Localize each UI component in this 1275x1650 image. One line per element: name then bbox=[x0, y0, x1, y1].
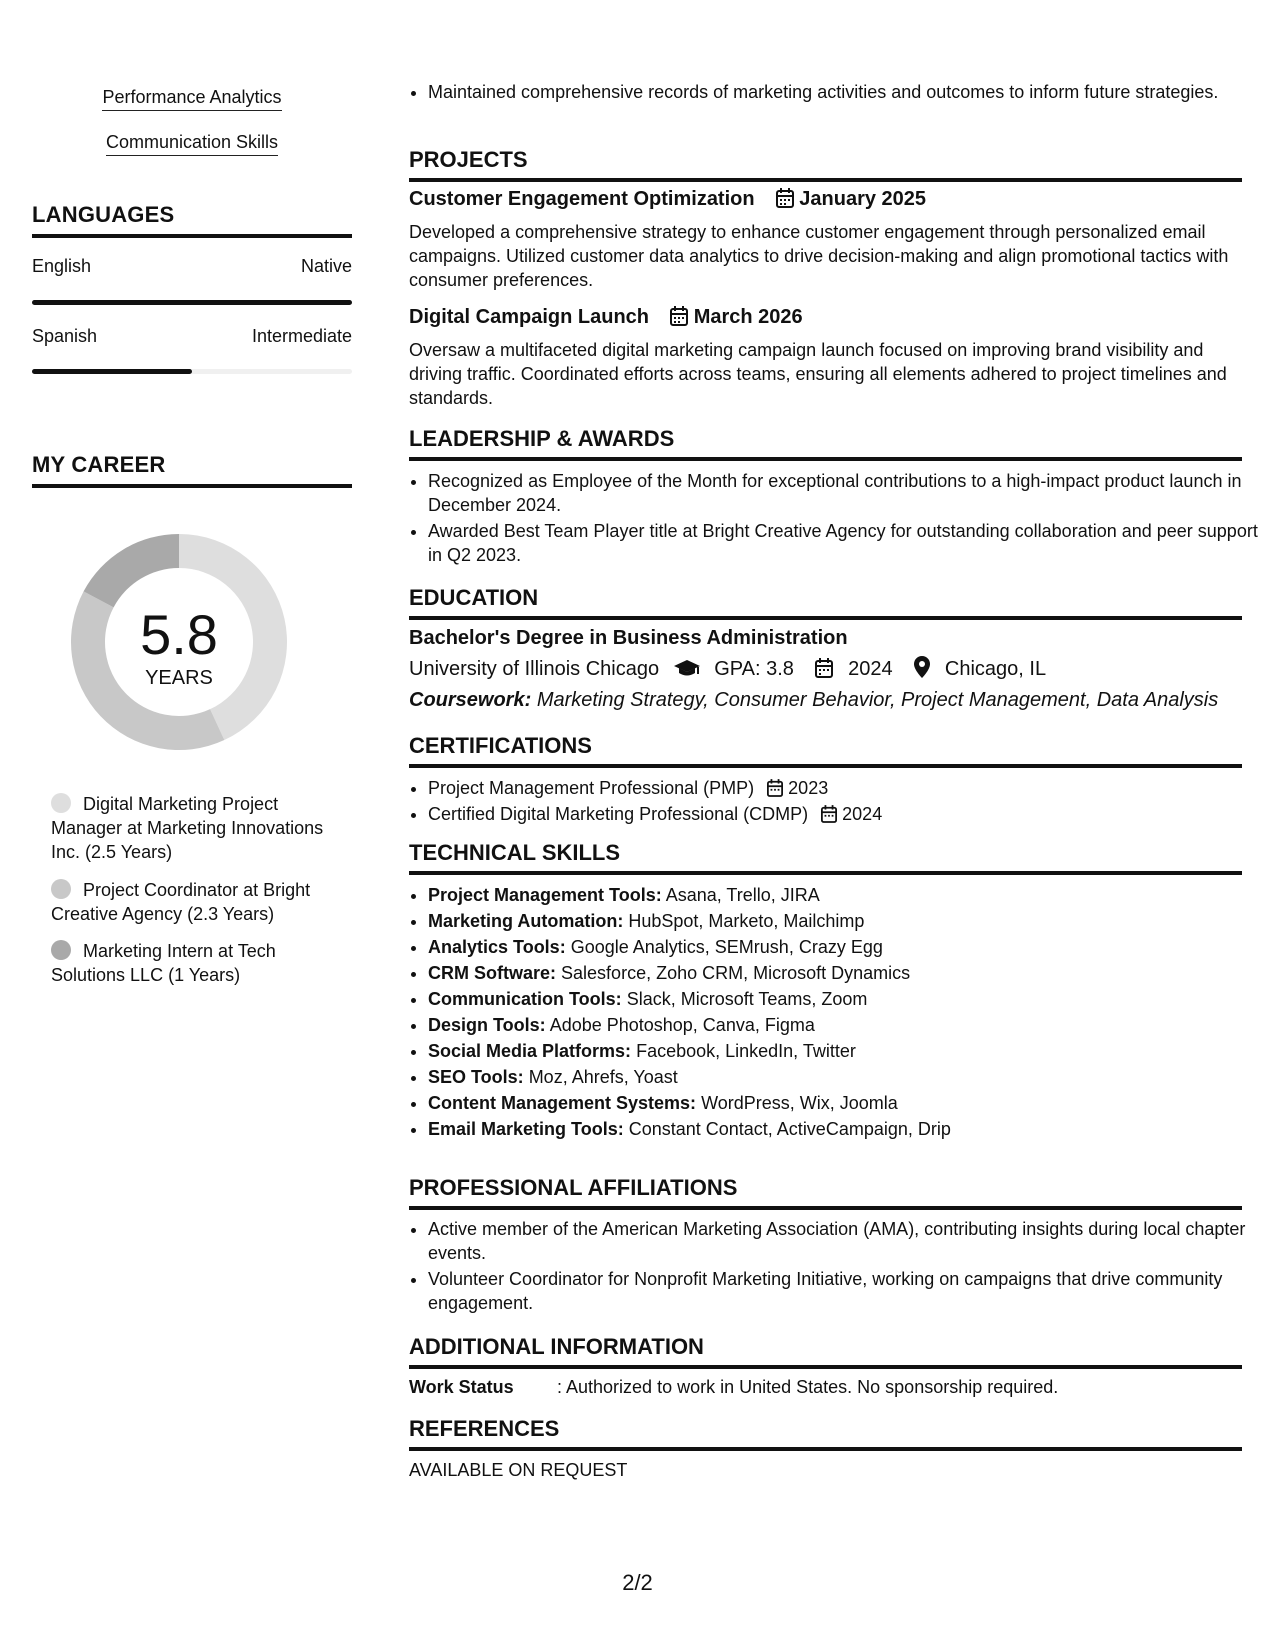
list-item: • CRM Software: Salesforce, Zoho CRM, Microsoft Dynamics bbox=[428, 961, 1261, 985]
list-item: • Marketing Automation: HubSpot, Marketo, Mailchimp bbox=[428, 909, 1261, 933]
list-item: • SEO Tools: Moz, Ahrefs, Yoast bbox=[428, 1065, 1261, 1089]
projects-title: PROJECTS bbox=[409, 147, 1242, 182]
list-item: • Content Management Systems: WordPress, Wix, Joomla bbox=[428, 1091, 1261, 1115]
calendar-icon bbox=[670, 306, 688, 326]
career-legend-item: Project Coordinator at Bright Creative Agency (2.3 Years) bbox=[51, 880, 311, 924]
language-name: Spanish bbox=[32, 326, 98, 346]
list-item: • Project Management Tools: Asana, Trello, JIRA bbox=[428, 883, 1261, 907]
education-location: Chicago, IL bbox=[944, 658, 1047, 680]
additional-info-title: ADDITIONAL INFORMATION bbox=[409, 1334, 1242, 1369]
education-gpa: GPA: 3.8 bbox=[714, 658, 794, 680]
language-name: English bbox=[32, 256, 92, 276]
career-legend-item: Digital Marketing Project Manager at Marketing Innovations Inc. (2.5 Years) bbox=[51, 794, 324, 862]
certifications-list bbox=[409, 776, 1261, 828]
language-level: Intermediate bbox=[251, 326, 352, 346]
coursework-label: Coursework: bbox=[409, 689, 532, 711]
certifications-title: CERTIFICATIONS bbox=[409, 733, 1242, 768]
legend-dot-icon bbox=[51, 879, 71, 899]
list-item: • Communication Tools: Slack, Microsoft Teams, Zoom bbox=[428, 987, 1261, 1011]
affiliations-list bbox=[409, 1217, 1261, 1317]
education-coursework bbox=[409, 689, 1218, 712]
language-level: Native bbox=[300, 256, 352, 276]
experience-bullets bbox=[409, 80, 1261, 106]
list-item: • Active member of the American Marketing Association (AMA), contributing insights during local chapter events. bbox=[428, 1217, 1261, 1265]
skill-tag: Communication Skills bbox=[32, 132, 352, 153]
coursework-value: Marketing Strategy, Consumer Behavior, Project Management, Data Analysis bbox=[536, 689, 1219, 711]
work-status-value: : Authorized to work in United States. No sponsorship required. bbox=[557, 1377, 1059, 1397]
career-title: MY CAREER bbox=[32, 452, 352, 488]
list-item: • Analytics Tools: Google Analytics, SEMrush, Crazy Egg bbox=[428, 935, 1261, 959]
calendar-icon bbox=[767, 779, 783, 797]
career-total-unit: YEARS bbox=[145, 667, 213, 689]
legend-dot-icon bbox=[51, 793, 71, 813]
list-item: • Volunteer Coordinator for Nonprofit Marketing Initiative, working on campaigns that drive community engagement. bbox=[428, 1267, 1261, 1315]
career-donut-chart bbox=[66, 529, 292, 755]
languages-title: LANGUAGES bbox=[32, 202, 352, 238]
education-details bbox=[409, 656, 1046, 681]
references-text: AVAILABLE ON REQUEST bbox=[409, 1460, 628, 1480]
language-proficiency-bar bbox=[32, 300, 352, 305]
career-legend-item: Marketing Intern at Tech Solutions LLC (1 Years) bbox=[51, 941, 276, 985]
technical-skills-title: TECHNICAL SKILLS bbox=[409, 840, 1242, 875]
project-heading bbox=[409, 306, 803, 329]
project-description: Developed a comprehensive strategy to enhance customer engagement through personalized email campaigns. Utilized customer data analytics to drive decision-making and align promotional tactics with consumer preferences. bbox=[409, 222, 1229, 290]
education-title: EDUCATION bbox=[409, 585, 1242, 620]
language-proficiency-bar bbox=[32, 369, 352, 374]
list-item: • Email Marketing Tools: Constant Contact, ActiveCampaign, Drip bbox=[428, 1117, 1261, 1141]
skill-tag: Performance Analytics bbox=[32, 87, 352, 108]
list-item: • Project Management Professional (PMP) 2023 bbox=[428, 776, 1261, 800]
references-title: REFERENCES bbox=[409, 1416, 1242, 1451]
list-item: • Certified Digital Marketing Professional (CDMP) 2024 bbox=[428, 802, 1261, 826]
work-status-row bbox=[409, 1377, 1058, 1398]
list-item: • Recognized as Employee of the Month for exceptional contributions to a high-impact product launch in December 2024. bbox=[428, 469, 1261, 517]
donut-segment bbox=[84, 534, 179, 607]
list-item: • Design Tools: Adobe Photoshop, Canva, Figma bbox=[428, 1013, 1261, 1037]
education-year: 2024 bbox=[848, 658, 893, 680]
affiliations-title: PROFESSIONAL AFFILIATIONS bbox=[409, 1175, 1242, 1210]
project-name: Customer Engagement Optimization bbox=[409, 188, 755, 210]
location-pin-icon bbox=[914, 656, 930, 678]
project-name: Digital Campaign Launch bbox=[409, 306, 650, 328]
calendar-icon bbox=[776, 188, 794, 208]
project-date: March 2026 bbox=[693, 306, 803, 328]
language-proficiency-fill bbox=[32, 369, 192, 374]
list-item: • Awarded Best Team Player title at Bright Creative Agency for outstanding collaboration and peer support in Q2 2023. bbox=[428, 519, 1261, 567]
list-item: • Social Media Platforms: Facebook, LinkedIn, Twitter bbox=[428, 1039, 1261, 1063]
education-school: University of Illinois Chicago bbox=[409, 658, 660, 680]
career-total-value: 5.8 bbox=[140, 603, 218, 666]
project-description: Oversaw a multifaceted digital marketing campaign launch focused on improving brand visibility and driving traffic. Coordinated efforts across teams, ensuring all elements adhered to project timelines and standards. bbox=[409, 340, 1227, 408]
calendar-icon bbox=[815, 658, 833, 678]
project-heading bbox=[409, 188, 926, 211]
technical-skills-list bbox=[409, 883, 1261, 1143]
leadership-bullets bbox=[409, 469, 1261, 569]
legend-dot-icon bbox=[51, 940, 71, 960]
graduation-cap-icon bbox=[673, 658, 701, 678]
page-number: 2/2 bbox=[622, 1570, 653, 1595]
work-status-label: Work Status bbox=[409, 1377, 514, 1397]
project-date: January 2025 bbox=[799, 188, 927, 210]
list-item: • Maintained comprehensive records of marketing activities and outcomes to inform future strategies. bbox=[428, 80, 1261, 104]
leadership-title: LEADERSHIP & AWARDS bbox=[409, 426, 1242, 461]
education-degree: Bachelor's Degree in Business Administration bbox=[409, 627, 848, 649]
calendar-icon bbox=[821, 805, 837, 823]
language-proficiency-fill bbox=[32, 300, 352, 305]
